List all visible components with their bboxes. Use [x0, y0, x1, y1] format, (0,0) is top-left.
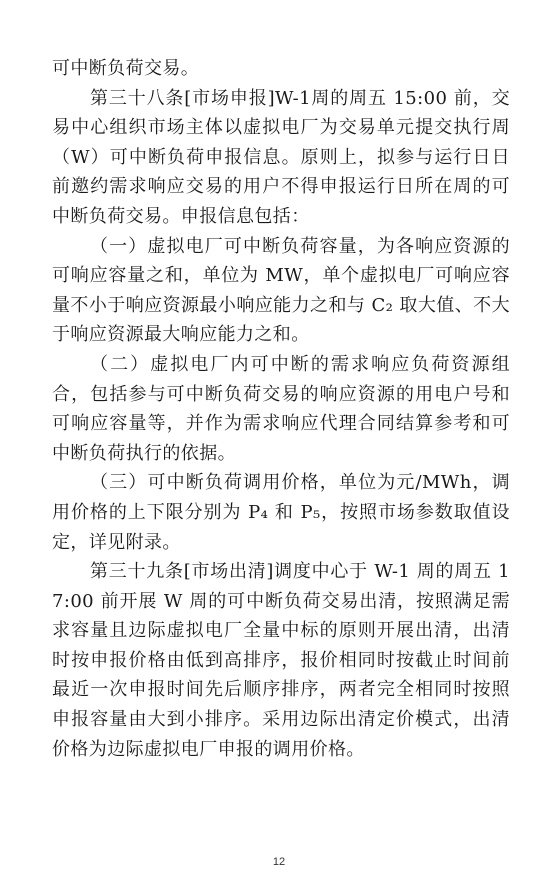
paragraph-item-3: （三）可中断负荷调用价格，单位为元/MWh，调用价格的上下限分别为 P₄ 和 P₅，按照市场参数取值设定，详见附录。: [52, 472, 510, 553]
paragraph-article-38: 第三十八条[市场申报]W-1周的周五 15:00 前，交易中心组织市场主体以虚拟电厂为交易单元提交执行周（W）可中断负荷申报信息。原则上，拟参与运行日日前邀约需求响应交易的用户不得申报运行日所在周的可中断负荷交易。申报信息包括：: [52, 87, 510, 227]
page-number: 12: [272, 856, 286, 868]
paragraph-item-2: （二）虚拟电厂内可中断的需求响应负荷资源组合，包括参与可中断负荷交易的响应资源的用电户号和可响应容量等，并作为需求响应代理合同结算参考和可中断负荷执行的依据。: [52, 353, 510, 464]
paragraph-item-1: （一）虚拟电厂可中断负荷容量，为各响应资源的可响应容量之和，单位为 MW，单个虚拟电厂可响应容量不小于响应资源最小响应能力之和与 C₂ 取大值、不大于响应资源最大响应能力之和。: [52, 235, 510, 346]
paragraph-continuation: 可中断负荷交易。: [52, 58, 200, 79]
paragraph-article-39: 第三十九条[市场出清]调度中心于 W-1 周的周五 17:00 前开展 W 周的可中断负荷交易出清，按照满足需求容量且边际虚拟电厂全量中标的原则开展出清，出清时按申报价格由低到高排序，报价相同时按截止时间前最近一次申报时间先后顺序排序，两者完全相同时按照申报容量由大到小排序。采用边际出清定价模式，出清价格为边际虚拟电厂申报的调用价格。: [52, 561, 510, 760]
